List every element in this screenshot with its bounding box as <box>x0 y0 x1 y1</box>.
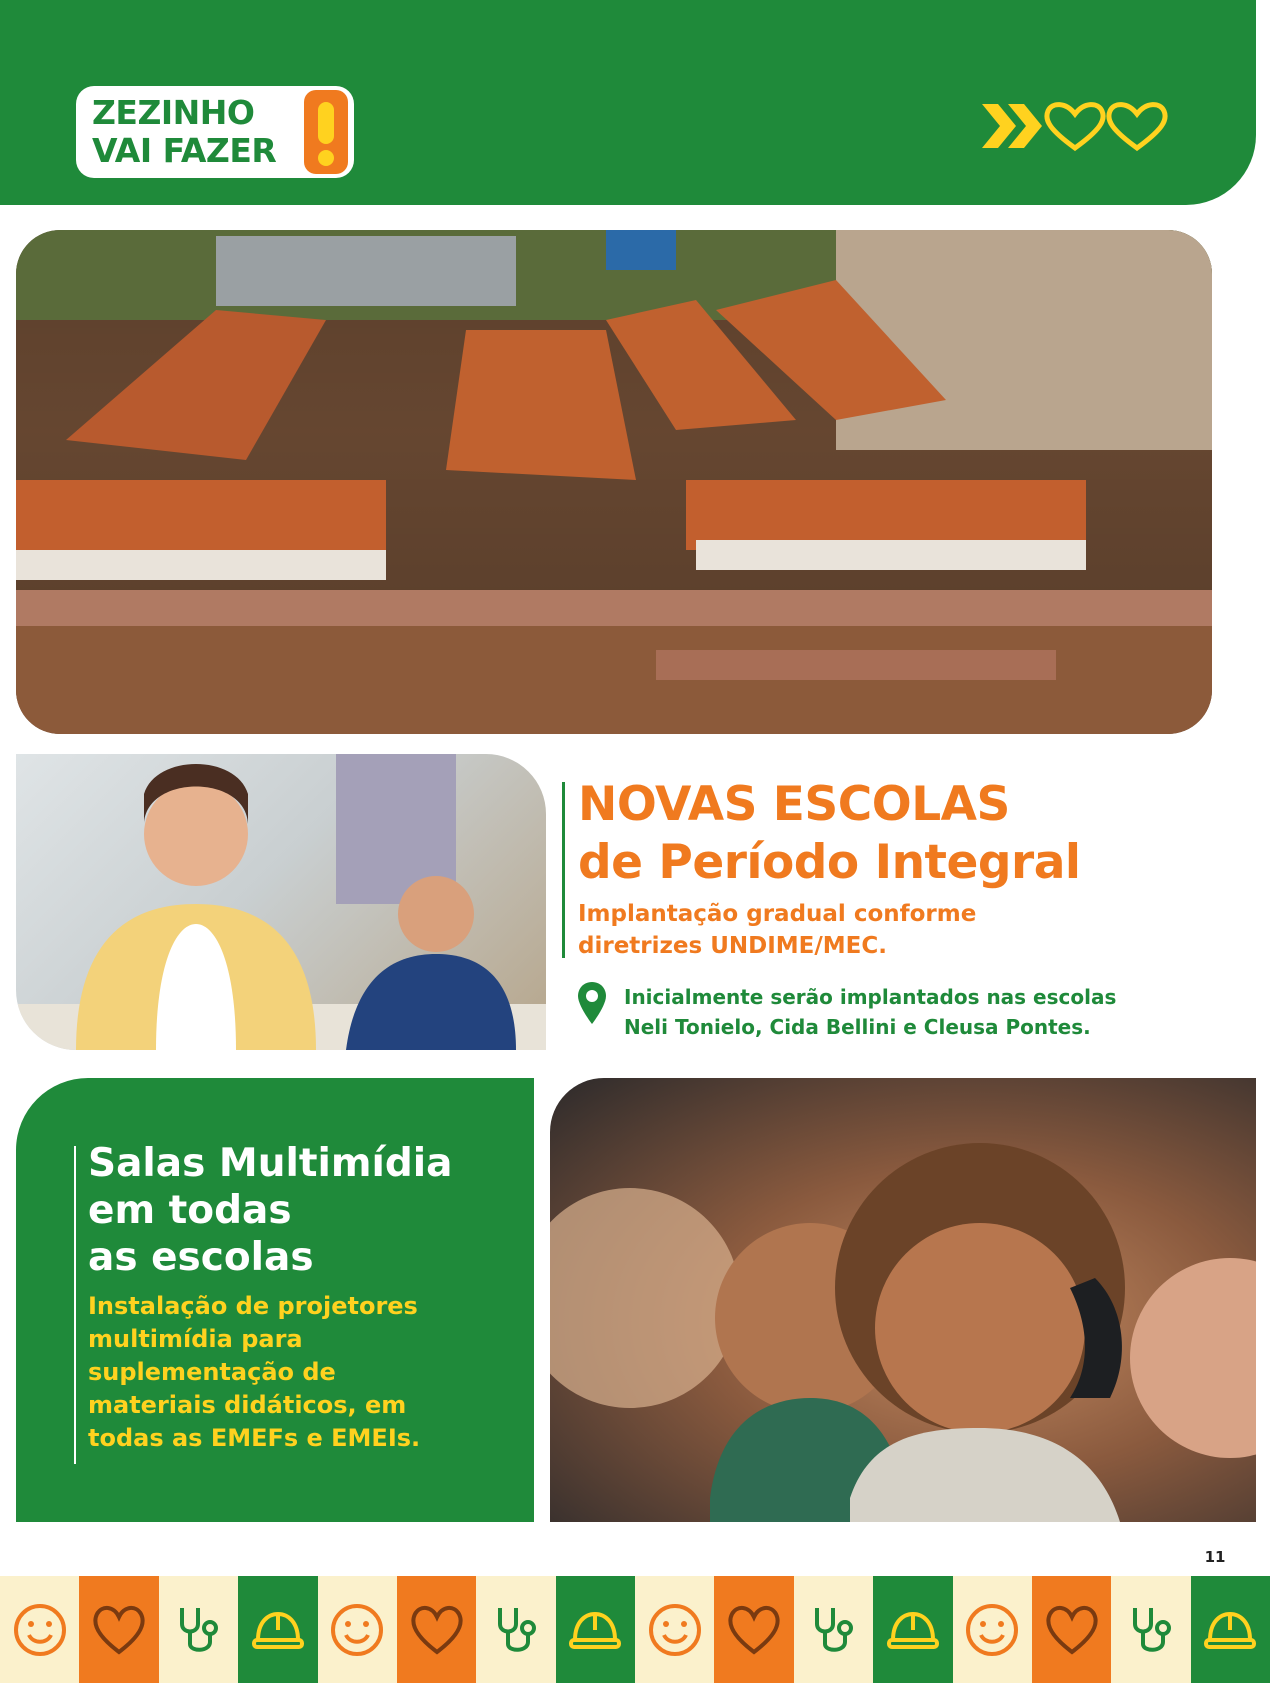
hard-hat-icon <box>565 1600 625 1660</box>
description-line: multimídia para <box>88 1325 303 1353</box>
stethoscope-icon <box>803 1600 863 1660</box>
children-illustration <box>550 1078 1256 1522</box>
stethoscope-icon <box>486 1600 546 1660</box>
school-buildings-illustration <box>16 230 1212 734</box>
novas-escolas-title <box>578 776 1218 892</box>
location-pin-icon <box>576 980 608 1026</box>
heart-icon <box>407 1600 467 1660</box>
footer-tile <box>397 1576 476 1683</box>
smiley-icon <box>645 1600 705 1660</box>
footer-tile <box>238 1576 317 1683</box>
subtitle-line: diretrizes UNDIME/MEC. <box>578 933 887 959</box>
heart-icon <box>724 1600 784 1660</box>
footer-tile <box>476 1576 555 1683</box>
title-line: em todas <box>88 1188 292 1233</box>
title-line: Salas Multimídia <box>88 1141 453 1186</box>
location-line: Inicialmente serão implantados nas escolas <box>624 985 1117 1009</box>
heart-icon <box>89 1600 149 1660</box>
description-line: Instalação de projetores <box>88 1292 418 1320</box>
footer-tile <box>79 1576 158 1683</box>
schools-location-text <box>624 982 1244 1042</box>
title-line: NOVAS ESCOLAS <box>578 777 1010 832</box>
title-line: de Período Integral <box>578 835 1081 890</box>
title-line: as escolas <box>88 1235 314 1280</box>
heart-icon <box>1042 1600 1102 1660</box>
logo-line1: ZEZINHO <box>92 93 255 132</box>
description-line: suplementação de <box>88 1358 336 1386</box>
heart-outline-icon <box>1109 105 1165 148</box>
smiley-icon <box>962 1600 1022 1660</box>
student-classroom-photo <box>16 754 546 1050</box>
footer-pattern-strip <box>0 1576 1270 1683</box>
footer-tile <box>1191 1576 1270 1683</box>
footer-tile <box>714 1576 793 1683</box>
header-banner <box>0 0 1256 205</box>
stethoscope-icon <box>1121 1600 1181 1660</box>
footer-tile <box>873 1576 952 1683</box>
footer-tile <box>953 1576 1032 1683</box>
footer-tile <box>556 1576 635 1683</box>
logo <box>76 86 354 178</box>
footer-tile <box>794 1576 873 1683</box>
heart-outline-icon <box>1047 105 1103 148</box>
description-line: todas as EMEFs e EMEIs. <box>88 1424 421 1452</box>
student-illustration <box>16 754 546 1050</box>
hard-hat-icon <box>248 1600 308 1660</box>
double-chevron-right-icon <box>982 104 1042 148</box>
salas-multimidia-description <box>88 1290 528 1455</box>
novas-escolas-subtitle <box>578 898 1198 962</box>
footer-tile <box>1032 1576 1111 1683</box>
header-icons <box>980 98 1180 154</box>
description-line: materiais didáticos, em <box>88 1391 407 1419</box>
school-aerial-photo <box>16 230 1212 734</box>
page-number: 11 <box>1204 1548 1226 1566</box>
footer-tile <box>318 1576 397 1683</box>
children-headphones-photo <box>550 1078 1256 1522</box>
smiley-icon <box>327 1600 387 1660</box>
stethoscope-icon <box>168 1600 228 1660</box>
logo-line2: VAI FAZER <box>92 131 277 170</box>
divider-line <box>562 782 565 958</box>
divider-line <box>74 1146 76 1464</box>
location-line: Neli Tonielo, Cida Bellini e Cleusa Pontes. <box>624 1015 1091 1039</box>
footer-tile <box>1111 1576 1190 1683</box>
footer-tile <box>159 1576 238 1683</box>
exclamation-icon <box>304 90 348 174</box>
hard-hat-icon <box>883 1600 943 1660</box>
footer-tile <box>0 1576 79 1683</box>
hard-hat-icon <box>1200 1600 1260 1660</box>
subtitle-line: Implantação gradual conforme <box>578 901 977 927</box>
footer-tile <box>635 1576 714 1683</box>
salas-multimidia-title <box>88 1140 528 1281</box>
smiley-icon <box>10 1600 70 1660</box>
logo-text <box>92 94 292 170</box>
